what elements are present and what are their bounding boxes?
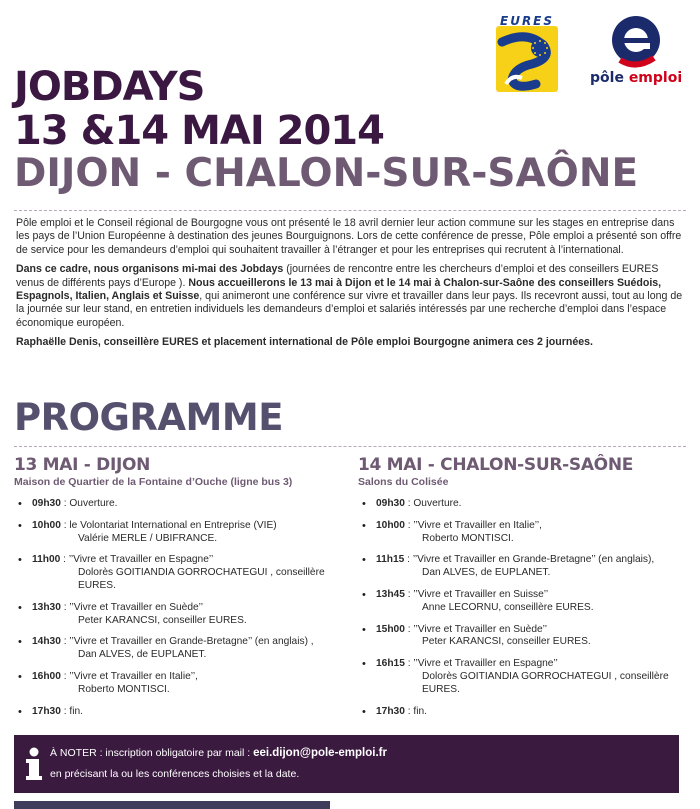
schedule-speaker: Dan ALVES, de EUPLANET.: [78, 649, 207, 661]
schedule-item: [358, 589, 688, 615]
schedule-text: : ’’Vivre et Travailler en Suisse’’: [404, 588, 549, 600]
schedule-speaker: Roberto MONTISCI.: [422, 532, 514, 544]
schedule-item: [14, 602, 344, 628]
info-icon: [24, 747, 44, 781]
schedule-time: 14h30: [32, 636, 61, 648]
schedule-text: : ’’Vivre et Travailler en Espagne’’: [404, 658, 558, 670]
pole-emploi-logo-text: pôle emploi: [590, 70, 683, 86]
schedule-speaker: Anne LECORNU, conseillère EURES.: [422, 601, 594, 613]
title-jobdays: JOBDAYS: [14, 64, 205, 110]
schedule-text: : Ouverture.: [404, 498, 462, 509]
schedule-time: 10h00: [32, 519, 61, 531]
schedule-time: 15h00: [376, 623, 405, 635]
schedule-item: [14, 636, 344, 662]
schedule-item: [358, 658, 688, 696]
schedule-item: [358, 498, 688, 511]
schedule-venue: Maison de Quartier de la Fontaine d’Ouche (ligne bus 3): [14, 476, 293, 488]
intro-paragraph-2: Dans ce cadre, nous organisons mi-mai des Jobdays (journées de rencontre entre les chercheurs d’emploi et des conseillers EURES venus de différents pays d’Europe ). Nous accueillerons le 13 mai à Dijon et le 14 mai à Chalon-sur-Saône des conseillers Suédois, Espagnols, Italien, Anglais et Suisse, qui animeront une conférence sur vivre et travailler dans leur pays. Ils recevront aussi, tout au long de la journée sur leur stand, en entretien individuels les demandeurs d’emploi et salariés intéressés par une recherche d’emploi dans l’espace économique européen.: [16, 263, 683, 329]
notice-box: [14, 735, 679, 793]
pole-emploi-logo-icon: [590, 12, 682, 96]
schedule-text: : ’’Vivre et Travailler en Espagne’’: [60, 554, 214, 566]
schedule-speaker: Dolorès GOITIANDIA GORROCHATEGUI , conseillère EURES.: [78, 567, 325, 591]
schedule-speaker: Peter KARANCSI, conseiller EURES.: [422, 636, 591, 648]
schedule-text: : ’’Vivre et Travailler en Italie’’,: [404, 519, 542, 531]
footer-bar: [14, 801, 330, 809]
schedule-time: 16h00: [32, 670, 61, 682]
schedule-speaker: Valérie MERLE / UBIFRANCE.: [78, 532, 218, 544]
schedule-item: [358, 624, 688, 650]
eures-logo-icon: [492, 12, 564, 96]
schedule-item: [14, 498, 344, 511]
schedule-time: 09h30: [376, 498, 405, 509]
schedule-speaker: Dolorès GOITIANDIA GORROCHATEGUI , conseillère EURES.: [422, 670, 669, 695]
schedule-heading: 13 MAI - DIJON: [14, 455, 151, 475]
schedule-time: 13h45: [376, 588, 405, 600]
schedule-text: : le Volontariat International en Entreprise (VIE): [60, 519, 277, 531]
title-dates: 13 &14 MAI 2014: [14, 108, 384, 154]
schedule-item: [14, 671, 344, 697]
schedule-text: : ’’Vivre et Travailler en Italie’’,: [60, 670, 198, 682]
eures-logo-text: EURES: [500, 14, 555, 28]
notice-email[interactable]: eei.dijon@pole-emploi.fr: [253, 747, 387, 759]
schedule-text: : ’’Vivre et Travailler en Suède’’: [404, 623, 548, 635]
notice-line-1: À NOTER : inscription obligatoire par mail : eei.dijon@pole-emploi.fr: [50, 747, 387, 759]
divider: [14, 446, 686, 447]
schedule-chalon: [358, 455, 688, 727]
schedule-speaker: Peter KARANCSI, conseiller EURES.: [78, 614, 247, 626]
schedule-item: [14, 520, 344, 546]
intro-paragraph-1: Pôle emploi et le Conseil régional de Bourgogne vous ont présenté le 18 avril dernier leur action commune sur les stages en entreprise dans les pays de l’Union Européenne à destination des jeunes Bourguignons. Lors de cette conférence de presse, Pôle emploi a présenté son offre de service pour les demandeurs d’emploi qui souhaitent travailler à l’étranger et pour les entreprises qui recrutent à l’international.: [16, 217, 682, 256]
schedule-heading: 14 MAI - CHALON-SUR-SAÔNE: [358, 455, 634, 475]
notice-line-2: en précisant la ou les conférences choisies et la date.: [50, 768, 300, 780]
programme-heading: PROGRAMME: [14, 396, 283, 439]
schedule-text: : Ouverture.: [60, 498, 118, 509]
schedule-speaker: Roberto MONTISCI.: [78, 683, 170, 695]
schedule-list: [14, 498, 344, 718]
schedule-dijon: [14, 455, 344, 727]
title-cities: DIJON - CHALON-SUR-SAÔNE: [14, 151, 639, 196]
schedule-item: [358, 554, 688, 580]
schedule-item: [358, 520, 688, 546]
schedule-time: 11h00: [32, 554, 61, 566]
schedule-text: : fin.: [60, 705, 83, 717]
schedule-time: 16h15: [376, 658, 405, 670]
schedule-speaker: Dan ALVES, de EUPLANET.: [422, 567, 551, 579]
schedule-time: 10h00: [376, 519, 405, 531]
intro-text: [16, 217, 686, 356]
schedule-list: [358, 498, 688, 718]
schedule-venue: Salons du Colisée: [358, 476, 449, 488]
intro-paragraph-3: Raphaëlle Denis, conseillère EURES et placement international de Pôle emploi Bourgogne animera ces 2 journées.: [16, 336, 593, 349]
schedule-text: : fin.: [404, 705, 427, 717]
schedule-time: 13h30: [32, 601, 61, 613]
schedule-time: 17h30: [32, 705, 61, 717]
logos: [492, 12, 682, 96]
schedule-text: : ’’Vivre et Travailler en Grande-Bretagne’’ (en anglais),: [404, 554, 655, 566]
schedule-time: 11h15: [376, 554, 405, 566]
schedule-item: [14, 554, 344, 592]
schedule-item: [14, 706, 344, 719]
divider: [14, 210, 686, 211]
schedule-text: : ’’Vivre et Travailler en Suède’’: [60, 601, 204, 613]
schedule-text: : ’’Vivre et Travailler en Grande-Bretagne’’ (en anglais) ,: [60, 636, 314, 648]
schedule-item: [358, 706, 688, 719]
schedule-time: 09h30: [32, 498, 61, 509]
schedule-time: 17h30: [376, 705, 405, 717]
